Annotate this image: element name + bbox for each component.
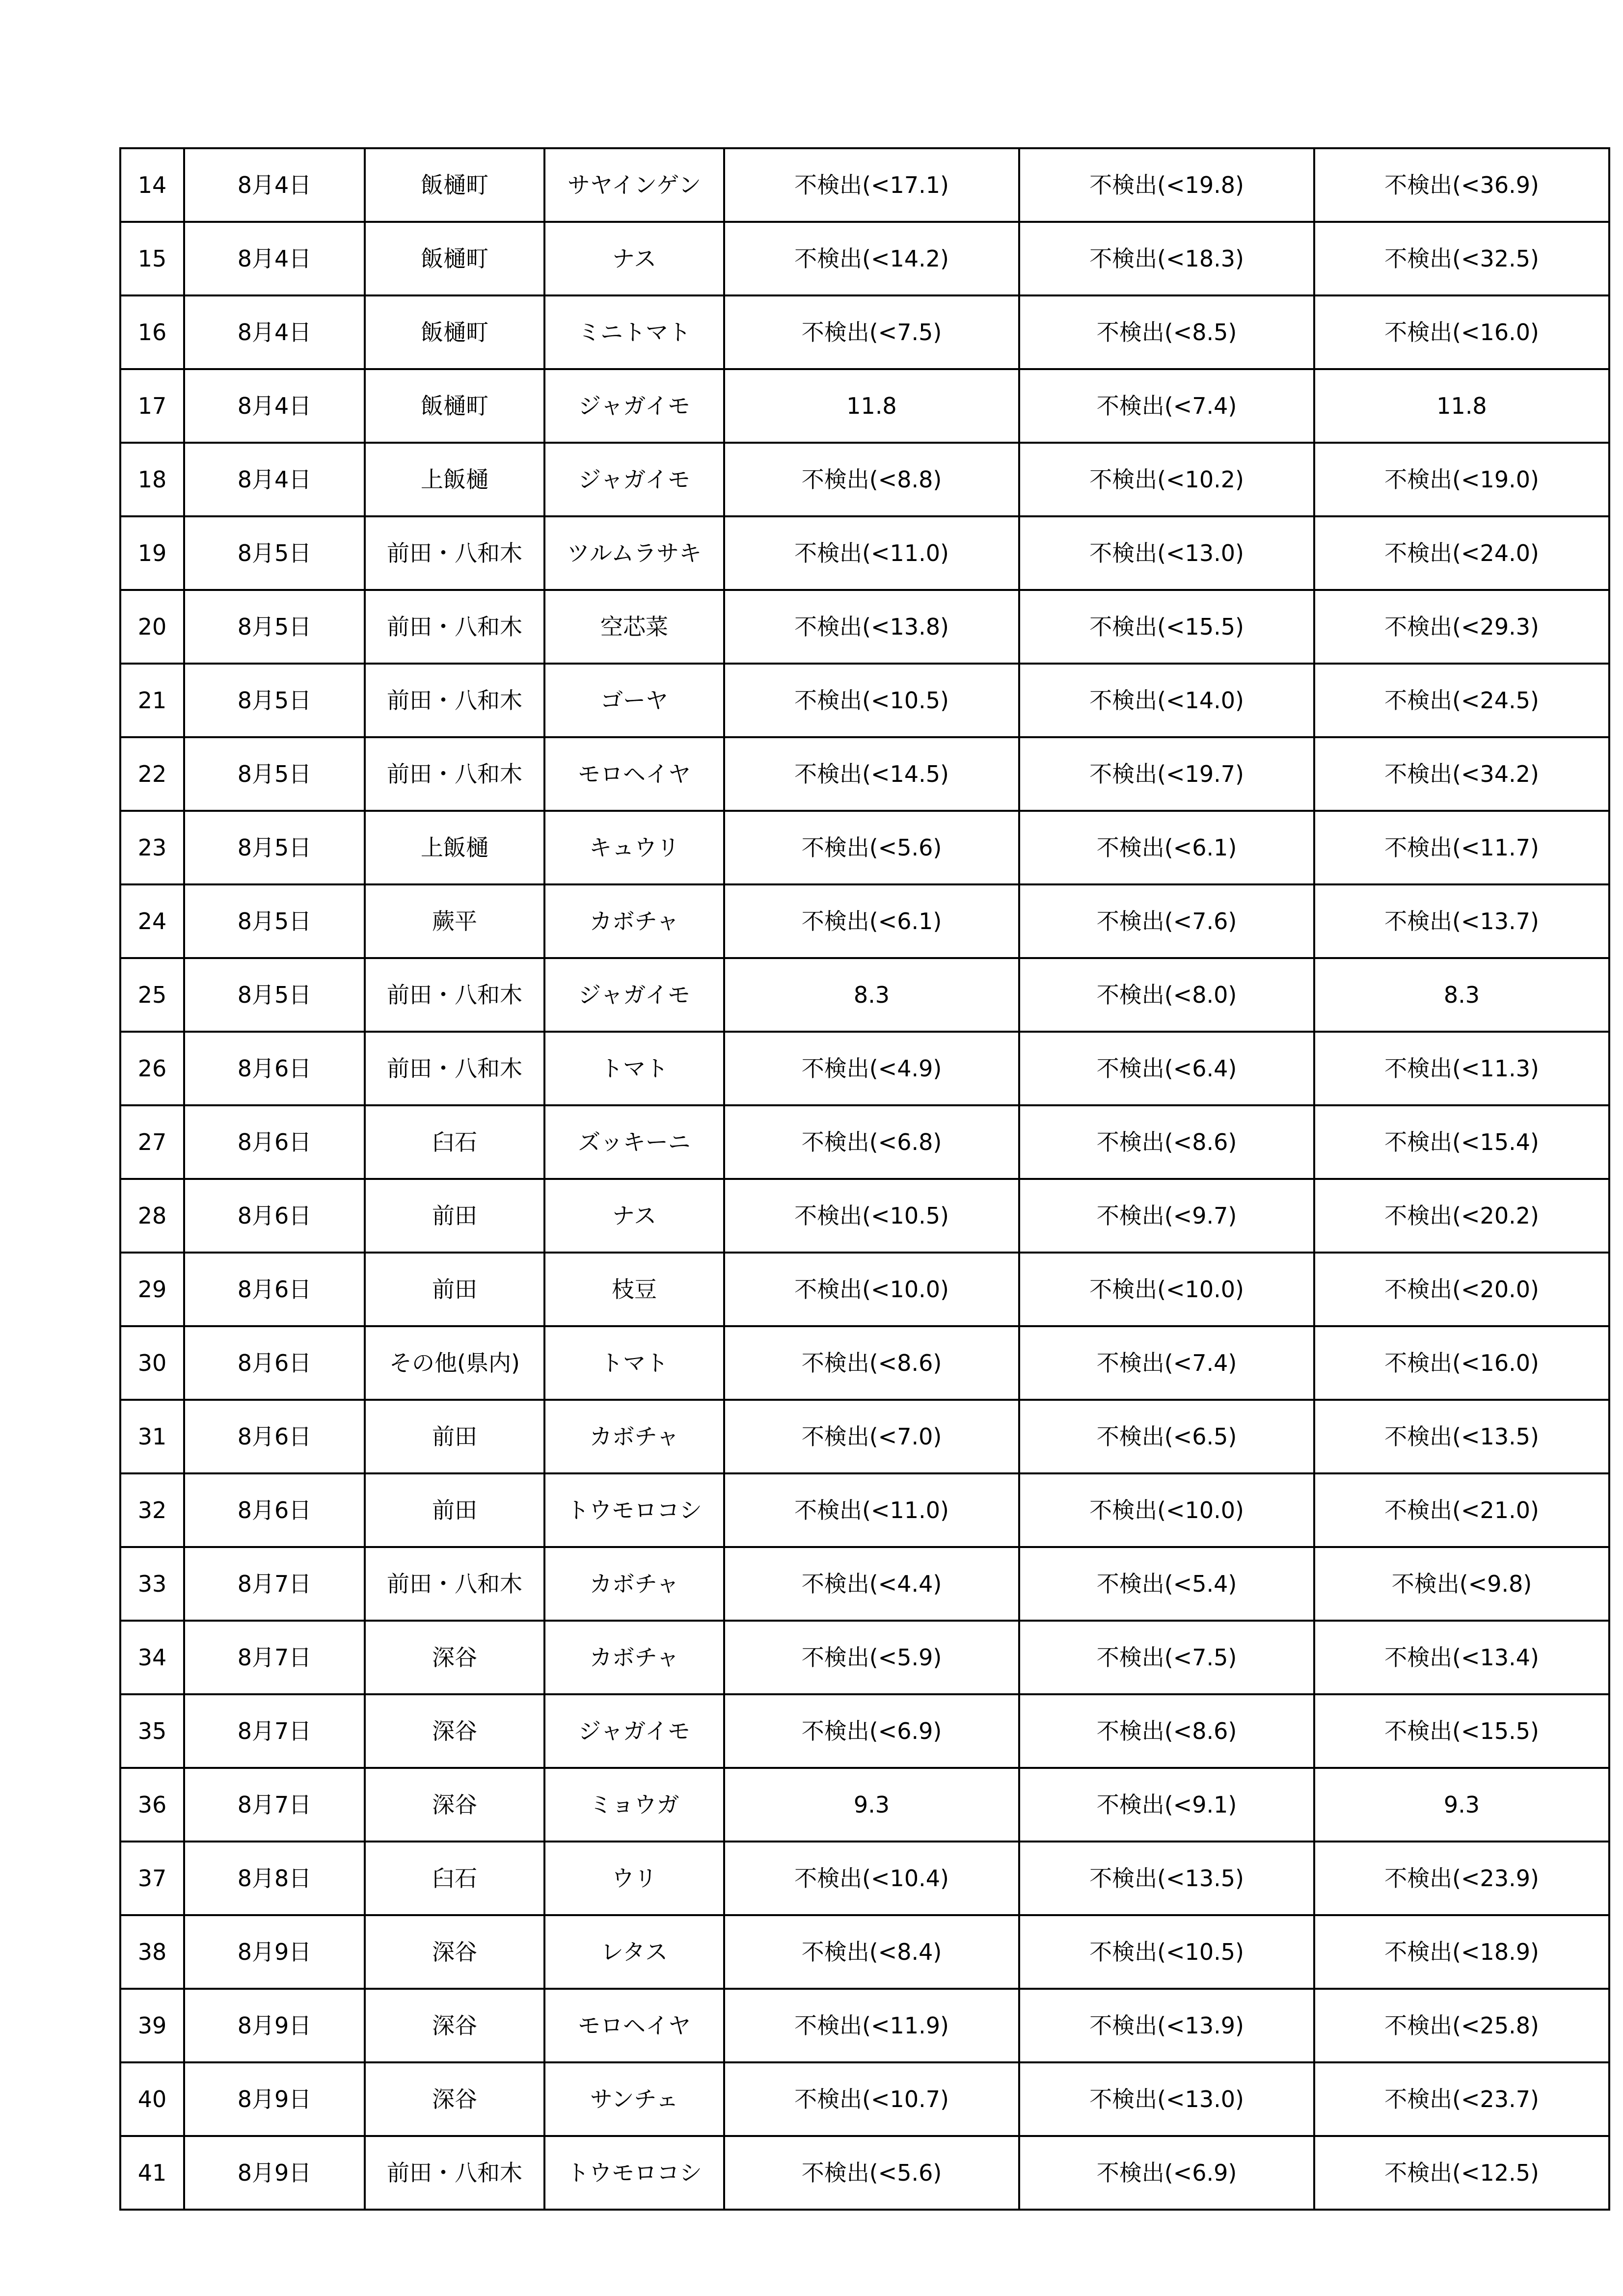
value-cell-2: 不検出(<7.4) xyxy=(1019,369,1314,443)
location-cell: 深谷 xyxy=(365,2062,544,2136)
table-body xyxy=(120,148,1609,2210)
value-cell-1: 不検出(<10.5) xyxy=(724,1179,1019,1253)
date-cell: 8月5日 xyxy=(184,884,365,958)
value-cell-1: 不検出(<7.0) xyxy=(724,1400,1019,1473)
table-row xyxy=(120,1621,1609,1694)
table-row xyxy=(120,2062,1609,2136)
location-cell: 上飯樋 xyxy=(365,443,544,516)
value-cell-3: 不検出(<21.0) xyxy=(1314,1473,1609,1547)
row-number: 25 xyxy=(120,958,184,1032)
value-cell-3: 不検出(<15.5) xyxy=(1314,1694,1609,1768)
item-cell: モロヘイヤ xyxy=(544,1989,724,2062)
value-cell-3: 不検出(<20.2) xyxy=(1314,1179,1609,1253)
row-number: 29 xyxy=(120,1253,184,1326)
row-number: 23 xyxy=(120,811,184,884)
value-cell-1: 不検出(<8.4) xyxy=(724,1915,1019,1989)
value-cell-1: 不検出(<10.4) xyxy=(724,1842,1019,1915)
location-cell: 前田・八和木 xyxy=(365,590,544,664)
location-cell: 飯樋町 xyxy=(365,369,544,443)
value-cell-2: 不検出(<6.4) xyxy=(1019,1032,1314,1105)
table-row xyxy=(120,958,1609,1032)
date-cell: 8月6日 xyxy=(184,1326,365,1400)
table-row xyxy=(120,516,1609,590)
item-cell: トマト xyxy=(544,1326,724,1400)
item-cell: ナス xyxy=(544,1179,724,1253)
value-cell-2: 不検出(<14.0) xyxy=(1019,664,1314,737)
date-cell: 8月9日 xyxy=(184,2062,365,2136)
value-cell-3: 不検出(<24.0) xyxy=(1314,516,1609,590)
value-cell-1: 不検出(<6.1) xyxy=(724,884,1019,958)
row-number: 18 xyxy=(120,443,184,516)
location-cell: 飯樋町 xyxy=(365,295,544,369)
date-cell: 8月5日 xyxy=(184,590,365,664)
row-number: 38 xyxy=(120,1915,184,1989)
value-cell-3: 不検出(<16.0) xyxy=(1314,295,1609,369)
date-cell: 8月4日 xyxy=(184,443,365,516)
value-cell-3: 不検出(<25.8) xyxy=(1314,1989,1609,2062)
value-cell-2: 不検出(<15.5) xyxy=(1019,590,1314,664)
location-cell: 前田・八和木 xyxy=(365,958,544,1032)
item-cell: カボチャ xyxy=(544,1547,724,1621)
date-cell: 8月9日 xyxy=(184,1915,365,1989)
value-cell-1: 9.3 xyxy=(724,1768,1019,1842)
location-cell: 深谷 xyxy=(365,1694,544,1768)
table-row xyxy=(120,295,1609,369)
value-cell-2: 不検出(<7.5) xyxy=(1019,1621,1314,1694)
value-cell-2: 不検出(<13.9) xyxy=(1019,1989,1314,2062)
row-number: 19 xyxy=(120,516,184,590)
value-cell-2: 不検出(<8.0) xyxy=(1019,958,1314,1032)
value-cell-1: 不検出(<4.9) xyxy=(724,1032,1019,1105)
row-number: 32 xyxy=(120,1473,184,1547)
date-cell: 8月4日 xyxy=(184,148,365,222)
date-cell: 8月5日 xyxy=(184,516,365,590)
row-number: 15 xyxy=(120,222,184,295)
date-cell: 8月6日 xyxy=(184,1105,365,1179)
value-cell-3: 不検出(<29.3) xyxy=(1314,590,1609,664)
row-number: 30 xyxy=(120,1326,184,1400)
row-number: 39 xyxy=(120,1989,184,2062)
location-cell: 臼石 xyxy=(365,1105,544,1179)
value-cell-2: 不検出(<7.4) xyxy=(1019,1326,1314,1400)
table-row xyxy=(120,1400,1609,1473)
value-cell-3: 不検出(<19.0) xyxy=(1314,443,1609,516)
location-cell: 深谷 xyxy=(365,1915,544,1989)
value-cell-2: 不検出(<19.8) xyxy=(1019,148,1314,222)
row-number: 35 xyxy=(120,1694,184,1768)
value-cell-1: 不検出(<8.6) xyxy=(724,1326,1019,1400)
value-cell-2: 不検出(<13.5) xyxy=(1019,1842,1314,1915)
value-cell-3: 不検出(<36.9) xyxy=(1314,148,1609,222)
date-cell: 8月5日 xyxy=(184,737,365,811)
table-row xyxy=(120,222,1609,295)
item-cell: ゴーヤ xyxy=(544,664,724,737)
value-cell-3: 不検出(<13.4) xyxy=(1314,1621,1609,1694)
value-cell-2: 不検出(<5.4) xyxy=(1019,1547,1314,1621)
table-row xyxy=(120,369,1609,443)
table-row xyxy=(120,1915,1609,1989)
value-cell-3: 9.3 xyxy=(1314,1768,1609,1842)
date-cell: 8月8日 xyxy=(184,1842,365,1915)
value-cell-2: 不検出(<8.6) xyxy=(1019,1105,1314,1179)
location-cell: 深谷 xyxy=(365,1768,544,1842)
value-cell-2: 不検出(<13.0) xyxy=(1019,516,1314,590)
value-cell-2: 不検出(<10.0) xyxy=(1019,1473,1314,1547)
location-cell: 前田・八和木 xyxy=(365,2136,544,2210)
location-cell: 前田・八和木 xyxy=(365,1547,544,1621)
location-cell: その他(県内) xyxy=(365,1326,544,1400)
row-number: 24 xyxy=(120,884,184,958)
item-cell: ズッキーニ xyxy=(544,1105,724,1179)
row-number: 31 xyxy=(120,1400,184,1473)
value-cell-2: 不検出(<13.0) xyxy=(1019,2062,1314,2136)
value-cell-2: 不検出(<6.9) xyxy=(1019,2136,1314,2210)
table-row xyxy=(120,1473,1609,1547)
value-cell-3: 不検出(<23.7) xyxy=(1314,2062,1609,2136)
row-number: 22 xyxy=(120,737,184,811)
date-cell: 8月4日 xyxy=(184,295,365,369)
row-number: 28 xyxy=(120,1179,184,1253)
location-cell: 上飯樋 xyxy=(365,811,544,884)
item-cell: ミョウガ xyxy=(544,1768,724,1842)
value-cell-2: 不検出(<9.1) xyxy=(1019,1768,1314,1842)
value-cell-2: 不検出(<10.5) xyxy=(1019,1915,1314,1989)
value-cell-1: 11.8 xyxy=(724,369,1019,443)
value-cell-2: 不検出(<8.6) xyxy=(1019,1694,1314,1768)
value-cell-1: 不検出(<10.5) xyxy=(724,664,1019,737)
value-cell-1: 不検出(<11.0) xyxy=(724,516,1019,590)
location-cell: 前田 xyxy=(365,1253,544,1326)
item-cell: キュウリ xyxy=(544,811,724,884)
location-cell: 前田 xyxy=(365,1400,544,1473)
value-cell-3: 不検出(<16.0) xyxy=(1314,1326,1609,1400)
table-row xyxy=(120,1105,1609,1179)
item-cell: カボチャ xyxy=(544,1621,724,1694)
value-cell-1: 不検出(<11.0) xyxy=(724,1473,1019,1547)
item-cell: トマト xyxy=(544,1032,724,1105)
value-cell-3: 不検出(<11.3) xyxy=(1314,1032,1609,1105)
date-cell: 8月9日 xyxy=(184,2136,365,2210)
item-cell: モロヘイヤ xyxy=(544,737,724,811)
location-cell: 前田 xyxy=(365,1473,544,1547)
location-cell: 蕨平 xyxy=(365,884,544,958)
date-cell: 8月5日 xyxy=(184,958,365,1032)
item-cell: トウモロコシ xyxy=(544,2136,724,2210)
value-cell-3: 不検出(<23.9) xyxy=(1314,1842,1609,1915)
table-row xyxy=(120,811,1609,884)
table-row xyxy=(120,1179,1609,1253)
row-number: 33 xyxy=(120,1547,184,1621)
row-number: 36 xyxy=(120,1768,184,1842)
location-cell: 飯樋町 xyxy=(365,222,544,295)
table-row xyxy=(120,2136,1609,2210)
location-cell: 深谷 xyxy=(365,1989,544,2062)
table-row xyxy=(120,1547,1609,1621)
item-cell: ジャガイモ xyxy=(544,1694,724,1768)
value-cell-2: 不検出(<10.2) xyxy=(1019,443,1314,516)
date-cell: 8月6日 xyxy=(184,1253,365,1326)
value-cell-1: 不検出(<5.6) xyxy=(724,811,1019,884)
value-cell-3: 11.8 xyxy=(1314,369,1609,443)
location-cell: 前田 xyxy=(365,1179,544,1253)
location-cell: 飯樋町 xyxy=(365,148,544,222)
value-cell-1: 不検出(<14.2) xyxy=(724,222,1019,295)
item-cell: ウリ xyxy=(544,1842,724,1915)
item-cell: ジャガイモ xyxy=(544,369,724,443)
table-row xyxy=(120,737,1609,811)
date-cell: 8月6日 xyxy=(184,1179,365,1253)
date-cell: 8月7日 xyxy=(184,1768,365,1842)
date-cell: 8月5日 xyxy=(184,811,365,884)
value-cell-2: 不検出(<8.5) xyxy=(1019,295,1314,369)
value-cell-1: 不検出(<8.8) xyxy=(724,443,1019,516)
value-cell-1: 不検出(<11.9) xyxy=(724,1989,1019,2062)
value-cell-3: 不検出(<13.7) xyxy=(1314,884,1609,958)
value-cell-3: 8.3 xyxy=(1314,958,1609,1032)
value-cell-2: 不検出(<9.7) xyxy=(1019,1179,1314,1253)
value-cell-1: 不検出(<5.9) xyxy=(724,1621,1019,1694)
row-number: 16 xyxy=(120,295,184,369)
date-cell: 8月6日 xyxy=(184,1400,365,1473)
item-cell: 枝豆 xyxy=(544,1253,724,1326)
table-row xyxy=(120,148,1609,222)
value-cell-3: 不検出(<20.0) xyxy=(1314,1253,1609,1326)
row-number: 37 xyxy=(120,1842,184,1915)
value-cell-1: 不検出(<5.6) xyxy=(724,2136,1019,2210)
table-row xyxy=(120,590,1609,664)
item-cell: カボチャ xyxy=(544,884,724,958)
location-cell: 前田・八和木 xyxy=(365,516,544,590)
row-number: 27 xyxy=(120,1105,184,1179)
location-cell: 前田・八和木 xyxy=(365,737,544,811)
value-cell-1: 不検出(<13.8) xyxy=(724,590,1019,664)
value-cell-1: 不検出(<10.0) xyxy=(724,1253,1019,1326)
item-cell: ジャガイモ xyxy=(544,443,724,516)
row-number: 34 xyxy=(120,1621,184,1694)
date-cell: 8月7日 xyxy=(184,1547,365,1621)
item-cell: ナス xyxy=(544,222,724,295)
value-cell-2: 不検出(<10.0) xyxy=(1019,1253,1314,1326)
location-cell: 前田・八和木 xyxy=(365,664,544,737)
date-cell: 8月7日 xyxy=(184,1621,365,1694)
value-cell-1: 8.3 xyxy=(724,958,1019,1032)
value-cell-3: 不検出(<34.2) xyxy=(1314,737,1609,811)
item-cell: レタス xyxy=(544,1915,724,1989)
date-cell: 8月9日 xyxy=(184,1989,365,2062)
date-cell: 8月7日 xyxy=(184,1694,365,1768)
value-cell-1: 不検出(<7.5) xyxy=(724,295,1019,369)
location-cell: 深谷 xyxy=(365,1621,544,1694)
row-number: 21 xyxy=(120,664,184,737)
location-cell: 前田・八和木 xyxy=(365,1032,544,1105)
date-cell: 8月5日 xyxy=(184,664,365,737)
value-cell-3: 不検出(<32.5) xyxy=(1314,222,1609,295)
table-row xyxy=(120,1694,1609,1768)
value-cell-2: 不検出(<7.6) xyxy=(1019,884,1314,958)
value-cell-1: 不検出(<10.7) xyxy=(724,2062,1019,2136)
date-cell: 8月6日 xyxy=(184,1032,365,1105)
item-cell: ツルムラサキ xyxy=(544,516,724,590)
item-cell: サンチェ xyxy=(544,2062,724,2136)
value-cell-2: 不検出(<19.7) xyxy=(1019,737,1314,811)
value-cell-3: 不検出(<24.5) xyxy=(1314,664,1609,737)
row-number: 40 xyxy=(120,2062,184,2136)
table-row xyxy=(120,1326,1609,1400)
date-cell: 8月6日 xyxy=(184,1473,365,1547)
value-cell-3: 不検出(<11.7) xyxy=(1314,811,1609,884)
value-cell-2: 不検出(<18.3) xyxy=(1019,222,1314,295)
table-row xyxy=(120,1989,1609,2062)
value-cell-3: 不検出(<12.5) xyxy=(1314,2136,1609,2210)
value-cell-1: 不検出(<4.4) xyxy=(724,1547,1019,1621)
table-row xyxy=(120,884,1609,958)
value-cell-2: 不検出(<6.5) xyxy=(1019,1400,1314,1473)
item-cell: トウモロコシ xyxy=(544,1473,724,1547)
date-cell: 8月4日 xyxy=(184,222,365,295)
value-cell-1: 不検出(<6.8) xyxy=(724,1105,1019,1179)
value-cell-1: 不検出(<14.5) xyxy=(724,737,1019,811)
value-cell-1: 不検出(<17.1) xyxy=(724,148,1019,222)
value-cell-2: 不検出(<6.1) xyxy=(1019,811,1314,884)
row-number: 20 xyxy=(120,590,184,664)
table-row xyxy=(120,1032,1609,1105)
value-cell-3: 不検出(<13.5) xyxy=(1314,1400,1609,1473)
table-row xyxy=(120,1842,1609,1915)
location-cell: 臼石 xyxy=(365,1842,544,1915)
item-cell: ジャガイモ xyxy=(544,958,724,1032)
value-cell-1: 不検出(<6.9) xyxy=(724,1694,1019,1768)
table-row xyxy=(120,1253,1609,1326)
item-cell: サヤインゲン xyxy=(544,148,724,222)
table-row xyxy=(120,1768,1609,1842)
value-cell-3: 不検出(<18.9) xyxy=(1314,1915,1609,1989)
value-cell-3: 不検出(<9.8) xyxy=(1314,1547,1609,1621)
row-number: 14 xyxy=(120,148,184,222)
date-cell: 8月4日 xyxy=(184,369,365,443)
table-row xyxy=(120,443,1609,516)
row-number: 26 xyxy=(120,1032,184,1105)
measurement-table xyxy=(119,147,1610,2211)
value-cell-3: 不検出(<15.4) xyxy=(1314,1105,1609,1179)
table-row xyxy=(120,664,1609,737)
row-number: 17 xyxy=(120,369,184,443)
row-number: 41 xyxy=(120,2136,184,2210)
item-cell: カボチャ xyxy=(544,1400,724,1473)
item-cell: ミニトマト xyxy=(544,295,724,369)
item-cell: 空芯菜 xyxy=(544,590,724,664)
